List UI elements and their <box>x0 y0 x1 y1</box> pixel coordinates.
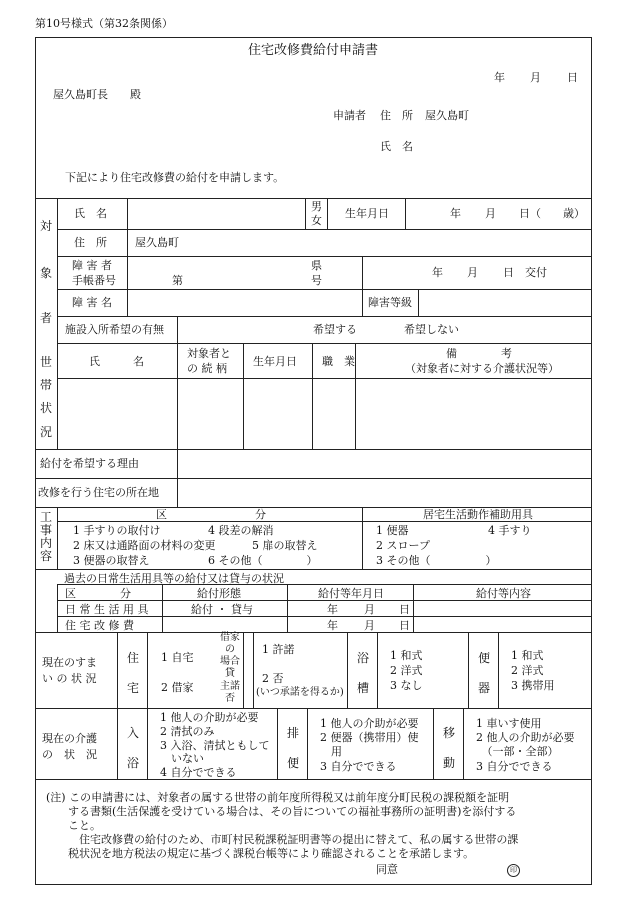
excretion-option-2b: 用 <box>320 745 342 758</box>
consent-label: 同意 <box>376 863 398 876</box>
note-line-2: する書類(生活保護を受けている場合は、その旨についての福祉事務所の証明書)を添付する <box>46 805 517 818</box>
care-label-2: の 状 況 <box>42 748 97 761</box>
aid-item-4: 4 手すり <box>488 524 532 537</box>
work-side-char-1: 工 <box>40 510 53 524</box>
addressee: 屋久島町長 殿 <box>53 88 141 101</box>
past-header-form: 給付形態 <box>197 587 241 600</box>
past-header-category: 区 分 <box>65 587 131 600</box>
birth-day-age: 日（ 歳） <box>519 207 585 220</box>
work-right-header: 居宅生活動作補助用具 <box>423 508 533 521</box>
toilet-label-1: 便 <box>478 651 491 665</box>
past-row1-day: 日 <box>399 603 410 616</box>
reason-label: 給付を希望する理由 <box>40 457 139 470</box>
bath-label-1: 浴 <box>357 651 370 665</box>
lease-label-5: 主諾 <box>220 681 240 692</box>
care-bath-label-2: 浴 <box>127 756 140 770</box>
move-option-2b: （一部・全部） <box>476 745 559 758</box>
household-side-char-1: 世 <box>40 355 53 369</box>
care-bath-option-4: 4 自分でできる <box>160 766 237 779</box>
move-option-2: 2 他人の介助が必要 <box>476 731 575 744</box>
aid-item-2: 2 スロープ <box>376 539 430 552</box>
house-option-2: 2 借家 <box>161 681 194 694</box>
move-label-1: 移 <box>443 726 456 740</box>
work-item-6: 6 その他（ ） <box>208 554 318 567</box>
date-month: 月 <box>530 71 541 84</box>
house-label-1: 住 <box>127 651 140 665</box>
household-header-name: 氏 名 <box>89 355 144 368</box>
care-bath-option-1: 1 他人の介助が必要 <box>160 711 259 724</box>
subject-address-label: 住 所 <box>74 236 107 249</box>
work-item-1: 1 手すりの取付け <box>73 524 161 537</box>
subject-side-char-2: 象 <box>40 266 53 280</box>
housing-label-1: 現在のすま <box>42 656 97 669</box>
past-row2-year: 年 <box>327 619 338 632</box>
past-row2-category: 住 宅 改 修 費 <box>65 619 134 632</box>
applicant-address-label: 住 所 <box>380 109 413 122</box>
past-header-date: 給付等年月日 <box>318 587 384 600</box>
note-line-5: 税状況を地方税法の規定に基づく課税台帳等により確認されることを承諾します。 <box>46 847 475 860</box>
work-item-2: 2 床又は通路面の材料の変更 <box>73 539 216 552</box>
excretion-option-2: 2 便器（携帯用）使 <box>320 731 419 744</box>
handbook-dai: 第 <box>172 274 183 287</box>
subject-name-label: 氏 名 <box>74 207 107 220</box>
seal-mark: 印 <box>507 864 520 877</box>
aid-item-1: 1 便器 <box>376 524 409 537</box>
bath-option-2: 2 洋式 <box>390 664 423 677</box>
toilet-option-1: 1 和式 <box>511 649 544 662</box>
request-sentence: 下記により住宅改修費の給付を申請します。 <box>65 171 285 184</box>
disability-grade-label: 障害等級 <box>368 296 412 309</box>
move-option-1: 1 車いす使用 <box>476 717 542 730</box>
lease-label-6: 否 <box>225 693 235 704</box>
note-line-4: 住宅改修費の給付のため、市町村民税課税証明書等の提出に替えて、私の属する世帯の課 <box>46 833 519 846</box>
toilet-option-3: 3 携帯用 <box>511 679 555 692</box>
facility-yes: 希望する <box>313 323 357 336</box>
household-header-remarks: 備 考 <box>446 347 512 360</box>
work-side-char-4: 容 <box>40 549 53 563</box>
lease-label-3: 場合 <box>220 656 240 667</box>
move-option-3: 3 自分でできる <box>476 760 553 773</box>
care-label-1: 現在の介護 <box>42 732 97 745</box>
household-side-char-3: 状 <box>40 401 53 415</box>
house-option-1: 1 自宅 <box>161 651 194 664</box>
issue-year: 年 <box>432 266 443 279</box>
subject-address-value: 屋久島町 <box>135 236 179 249</box>
work-item-4: 4 段差の解消 <box>208 524 274 537</box>
household-header-relation-2: の 続 柄 <box>187 362 227 375</box>
sex-female: 女 <box>311 214 322 227</box>
applicant-address-value: 屋久島町 <box>425 109 469 122</box>
form-number: 第10号様式（第32条関係） <box>35 17 173 30</box>
excretion-option-3: 3 自分でできる <box>320 760 397 773</box>
work-left-header: 区 分 <box>156 508 266 521</box>
past-header-content: 給付等内容 <box>476 587 531 600</box>
toilet-label-2: 器 <box>478 681 491 695</box>
date-day: 日 <box>567 71 578 84</box>
household-side-char-2: 帯 <box>40 378 53 392</box>
facility-no: 希望しない <box>404 323 459 336</box>
past-row2-day: 日 <box>399 619 410 632</box>
subject-side-char-1: 対 <box>40 219 53 233</box>
birth-month: 月 <box>485 207 496 220</box>
excretion-label-2: 便 <box>287 756 300 770</box>
past-row2-month: 月 <box>364 619 375 632</box>
excretion-option-1: 1 他人の介助が必要 <box>320 717 419 730</box>
work-side-char-3: 内 <box>40 536 53 550</box>
sex-male: 男 <box>311 200 322 213</box>
lease-label-2: の <box>225 644 235 655</box>
handbook-label-1: 障 害 者 <box>72 259 112 272</box>
housing-label-2: い の 状 況 <box>42 672 97 685</box>
bath-option-3: 3 なし <box>390 679 423 692</box>
issue-day: 日 交付 <box>503 266 547 279</box>
facility-label: 施設入所希望の有無 <box>65 323 164 336</box>
household-header-birth: 生年月日 <box>253 355 297 368</box>
household-side-char-4: 況 <box>40 425 53 439</box>
bath-option-1: 1 和式 <box>390 649 423 662</box>
household-header-job: 職 業 <box>322 355 355 368</box>
note-line-3: こと。 <box>46 819 101 832</box>
care-bath-option-3: 3 入浴、清拭ともして <box>160 739 270 752</box>
past-row1-year: 年 <box>327 603 338 616</box>
lease-label-4: 貸 <box>225 668 235 679</box>
work-item-5: 5 扉の取替え <box>252 539 318 552</box>
past-title: 過去の日常生活用具等の給付又は貸与の状況 <box>64 572 284 585</box>
note-line-1: (注) この申請書には、対象者の属する世帯の前年度所得税又は前年度分町民税の課税額を証明 <box>46 791 510 804</box>
care-bath-label-1: 入 <box>127 726 140 740</box>
issue-month: 月 <box>467 266 478 279</box>
excretion-label-1: 排 <box>287 726 300 740</box>
birth-label: 生年月日 <box>345 207 389 220</box>
lease-note: (いつ承諾を得るか) <box>256 687 344 698</box>
past-row1-month: 月 <box>364 603 375 616</box>
birth-year: 年 <box>450 207 461 220</box>
location-label: 改修を行う住宅の所在地 <box>38 486 159 499</box>
aid-item-3: 3 その他（ ） <box>376 554 497 567</box>
work-side-char-2: 事 <box>40 523 53 537</box>
handbook-go: 号 <box>311 274 322 287</box>
household-header-relation-1: 対象者と <box>187 347 231 360</box>
disability-name-label: 障 害 名 <box>72 296 112 309</box>
past-row1-category: 日 常 生 活 用 具 <box>65 603 149 616</box>
house-label-2: 宅 <box>127 681 140 695</box>
lease-option-2: 2 否 <box>262 672 284 685</box>
handbook-ken: 県 <box>311 259 322 272</box>
handbook-label-2: 手帳番号 <box>72 274 116 287</box>
care-bath-option-2: 2 清拭のみ <box>160 725 215 738</box>
date-year: 年 <box>494 71 505 84</box>
lease-option-1: 1 許諾 <box>262 643 295 656</box>
form-title: 住宅改修費給付申請書 <box>248 43 379 58</box>
applicant-label: 申請者 <box>333 109 366 122</box>
past-row1-form: 給付 ・ 貸与 <box>191 603 253 616</box>
work-item-3: 3 便器の取替え <box>73 554 150 567</box>
applicant-name-label: 氏 名 <box>380 140 413 153</box>
toilet-option-2: 2 洋式 <box>511 664 544 677</box>
household-header-remarks-sub: （対象者に対する介護状況等） <box>405 362 559 375</box>
move-label-2: 動 <box>443 756 456 770</box>
subject-side-char-3: 者 <box>40 311 53 325</box>
bath-label-2: 槽 <box>357 681 370 695</box>
lease-label-1: 借家 <box>220 632 240 643</box>
care-bath-option-3b: いない <box>160 752 204 765</box>
